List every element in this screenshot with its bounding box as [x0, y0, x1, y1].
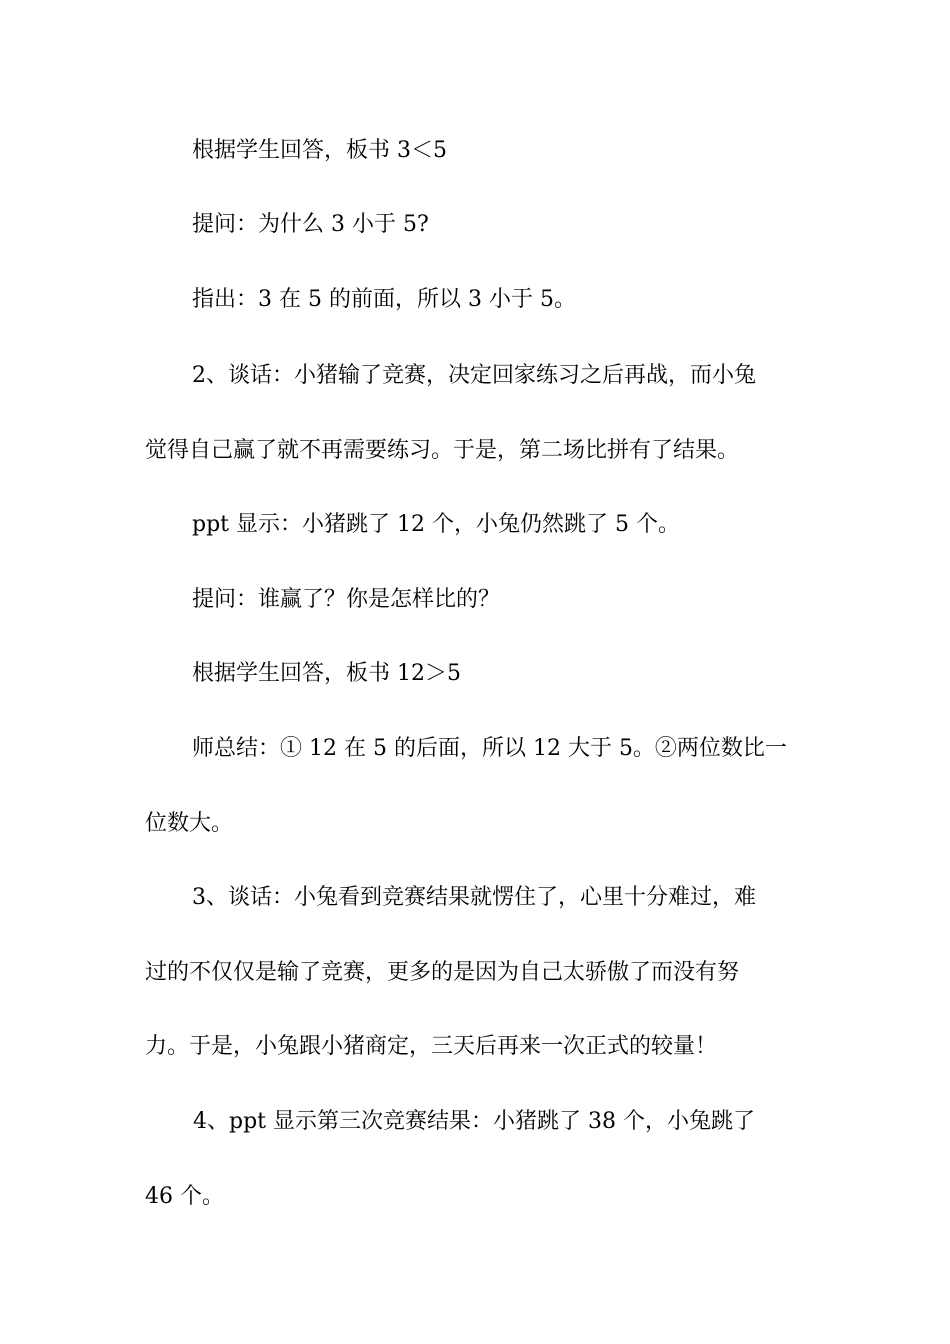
paragraph-line: 指出：3 在 5 的前面，所以 3 小于 5。: [192, 287, 576, 312]
paragraph-line: 提问：为什么 3 小于 5?: [192, 212, 429, 237]
paragraph-line: 2、谈话：小猪输了竞赛，决定回家练习之后再战，而小兔: [192, 363, 756, 388]
paragraph-line: 位数大。: [145, 811, 234, 836]
paragraph-line: 46 个。: [145, 1184, 224, 1209]
paragraph-line: 过的不仅仅是输了竞赛，更多的是因为自己太骄傲了而没有努: [145, 960, 740, 985]
paragraph-line: 根据学生回答，板书 3＜5: [192, 138, 447, 163]
paragraph-line: 提问：谁赢了？你是怎样比的？: [192, 587, 501, 612]
paragraph-line: 力。于是，小兔跟小猪商定，三天后再来一次正式的较量！: [145, 1034, 718, 1059]
paragraph-line: 觉得自己赢了就不再需要练习。于是，第二场比拼有了结果。: [145, 438, 740, 463]
paragraph-line: 根据学生回答，板书 12＞5: [192, 661, 461, 686]
paragraph-line: ppt 显示：小猪跳了 12 个，小兔仍然跳了 5 个。: [192, 512, 680, 537]
paragraph-line: 4、ppt 显示第三次竞赛结果：小猪跳了 38 个，小兔跳了: [193, 1109, 755, 1134]
paragraph-line: 师总结：① 12 在 5 的后面，所以 12 大于 5。②两位数比一: [192, 736, 787, 761]
paragraph-line: 3、谈话：小兔看到竞赛结果就愣住了，心里十分难过，难: [192, 885, 756, 910]
